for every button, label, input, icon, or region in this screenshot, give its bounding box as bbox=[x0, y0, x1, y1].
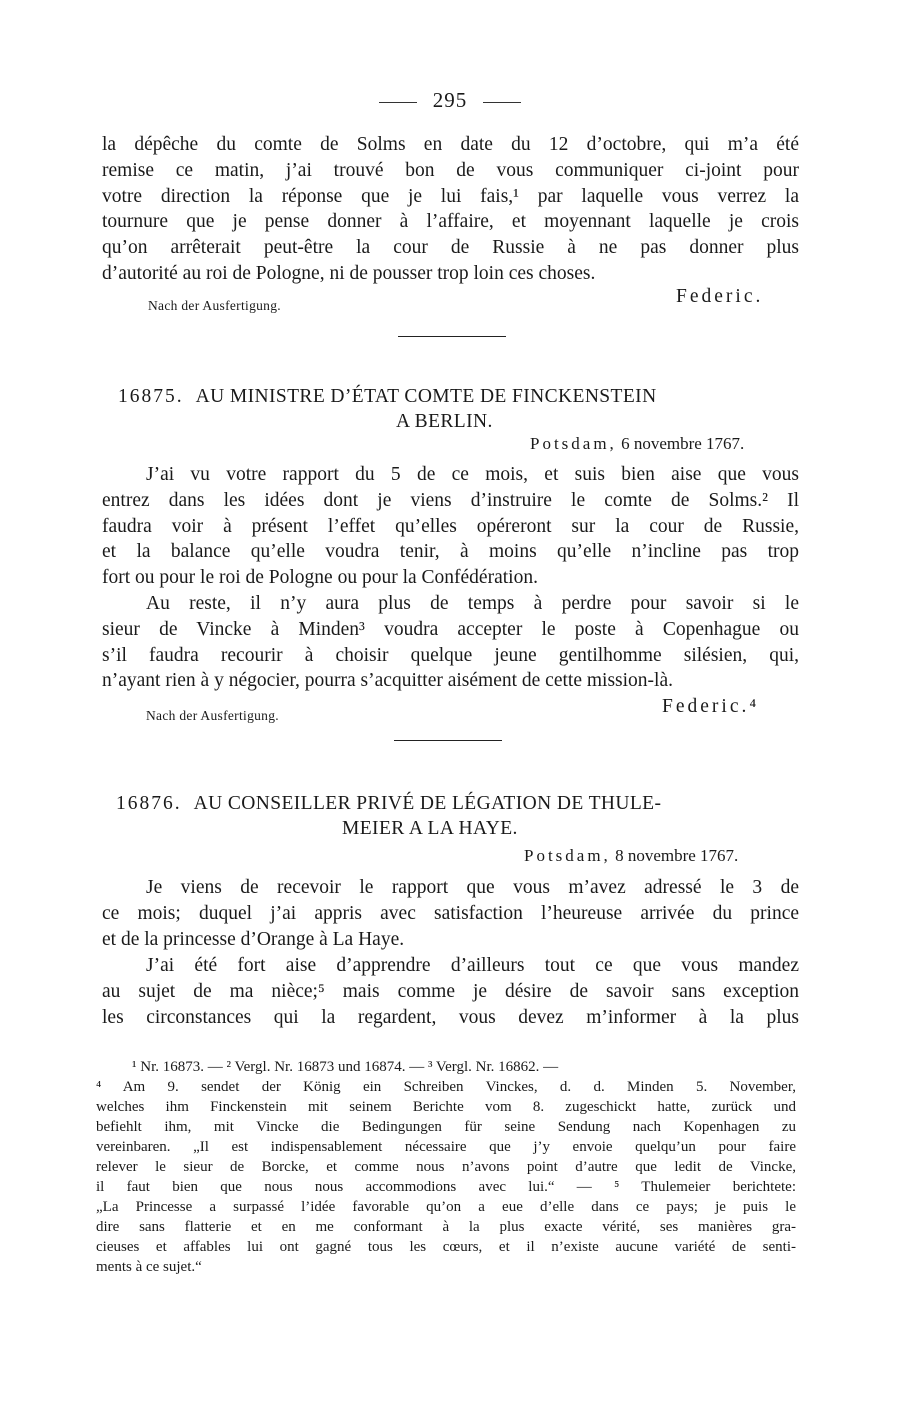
continuation-paragraph bbox=[102, 132, 799, 287]
header-dash-right bbox=[483, 102, 521, 103]
section-divider bbox=[394, 740, 502, 741]
text-line: s’il faudra recourir à choisir quelque jeune gentilhomme silésien, qui, bbox=[102, 644, 799, 666]
text-line: votre direction la réponse que je lui fais,¹ par laquelle vous verrez la bbox=[102, 185, 799, 207]
footnote-line: relever le sieur de Borcke, et comme nous n’avons point d’autre que ledit de Vincke, bbox=[96, 1159, 796, 1175]
letter-paragraph bbox=[102, 591, 799, 694]
text-line: la dépêche du comte de Solms en date du 12 d’octobre, qui m’a été bbox=[102, 134, 799, 155]
letter-number: 16876. bbox=[116, 793, 182, 814]
footnote-line: dire sans flatterie et en me conformant à la plus exacte vérité, ses manières gra- bbox=[96, 1219, 796, 1235]
text-line: Je viens de recevoir le rapport que vous m’avez adressé le 3 de bbox=[146, 877, 799, 898]
text-line: d’autorité au roi de Pologne, ni de pousser trop loin ces choses. bbox=[102, 262, 596, 284]
letter-paragraph bbox=[102, 953, 799, 1030]
text-line: et la balance qu’elle voudra tenir, à moins qu’elle n’incline pas trop bbox=[102, 541, 799, 563]
header-dash-left bbox=[379, 102, 417, 103]
signature: Federic. bbox=[676, 286, 764, 307]
dateline-date: 8 novembre 1767. bbox=[615, 846, 739, 865]
page-header bbox=[0, 88, 900, 113]
page-number: 295 bbox=[432, 88, 468, 112]
text-line: ce mois; duquel j’ai appris avec satisfaction l’heureuse arrivée du prince bbox=[102, 902, 799, 924]
heading-line: AU CONSEILLER PRIVÉ DE LÉGATION DE THULE- bbox=[193, 793, 662, 814]
text-line: fort ou pour le roi de Pologne ou pour la Confédération. bbox=[102, 567, 538, 589]
text-line: Au reste, il n’y aura plus de temps à perdre pour savoir si le bbox=[146, 593, 799, 614]
dateline-place: Potsdam, bbox=[524, 846, 611, 865]
text-line: les circonstances qui la regardent, vous devez m’informer à la plus bbox=[102, 1006, 799, 1028]
footnote-line: il faut bien que nous nous accommodions avec lui.“ — ⁵ Thulemeier berichtete: bbox=[96, 1179, 796, 1195]
text-line: entrez dans les idées dont je viens d’instruire le comte de Solms.² Il bbox=[102, 489, 799, 511]
footnotes bbox=[96, 1057, 796, 1277]
letter-heading-16876 bbox=[116, 791, 806, 841]
footnote-line: welches ihm Finckenstein mit seinem Berichte vom 8. zugeschickt hatte, zurück und bbox=[96, 1099, 796, 1115]
dateline bbox=[524, 846, 738, 866]
heading-line: AU MINISTRE D’ÉTAT COMTE DE FINCKENSTEIN bbox=[195, 386, 657, 407]
footnote-line: ⁴ Am 9. sendet der König ein Schreiben Vinckes, d. d. Minden 5. November, bbox=[96, 1079, 796, 1095]
letter-paragraph bbox=[102, 875, 799, 952]
text-line: et de la princesse d’Orange à La Haye. bbox=[102, 928, 405, 950]
text-line: remise ce matin, j’ai trouvé bon de vous communiquer ci-joint pour bbox=[102, 159, 799, 181]
footnote-line: ¹ Nr. 16873. — ² Vergl. Nr. 16873 und 16874. — ³ Vergl. Nr. 16862. — bbox=[132, 1059, 559, 1075]
letter-paragraph bbox=[102, 462, 799, 591]
heading-line: MEIER A LA HAYE. bbox=[342, 818, 518, 839]
text-line: qu’on arrêterait peut-être la cour de Russie à ne pas donner plus bbox=[102, 237, 799, 259]
heading-line: A BERLIN. bbox=[396, 411, 493, 432]
signature: Federic.⁴ bbox=[662, 696, 760, 717]
text-line: tournure que je pense donner à l’affaire, et moyennant laquelle je crois bbox=[102, 211, 799, 233]
letter-number: 16875. bbox=[118, 386, 184, 407]
footnote-line: ments à ce sujet.“ bbox=[96, 1259, 202, 1275]
dateline-place: Potsdam, bbox=[530, 434, 617, 453]
section-divider bbox=[398, 336, 506, 337]
letter-heading-16875 bbox=[118, 384, 798, 434]
dateline-date: 6 novembre 1767. bbox=[621, 434, 745, 453]
dateline bbox=[530, 434, 744, 454]
text-line: J’ai vu votre rapport du 5 de ce mois, et suis bien aise que vous bbox=[146, 464, 799, 485]
source-note: Nach der Ausfertigung. bbox=[148, 298, 281, 313]
source-note: Nach der Ausfertigung. bbox=[146, 708, 279, 723]
footnote-line: vereinbaren. „Il est indispensablement nécessaire que j’y envoie quelqu’un pour faire bbox=[96, 1139, 796, 1155]
footnote-line: „La Princesse a surpassé l’idée favorable qu’on a eue d’elle dans ce pays; je puis le bbox=[96, 1199, 796, 1215]
text-line: n’ayant rien à y négocier, pourra s’acquitter aisément de cette mission-là. bbox=[102, 670, 673, 692]
footnote-line: befiehlt ihm, mit Vincke die Bedingungen für seine Sendung nach Kopenhagen zu bbox=[96, 1119, 796, 1135]
text-line: faudra voir à présent l’effet qu’elles opéreront sur la cour de Russie, bbox=[102, 515, 799, 537]
text-line: J’ai été fort aise d’apprendre d’ailleurs tout ce que vous mandez bbox=[146, 955, 799, 976]
text-line: au sujet de ma nièce;⁵ mais comme je désire de savoir sans exception bbox=[102, 980, 799, 1002]
text-line: sieur de Vincke à Minden³ voudra accepter le poste à Copenhague ou bbox=[102, 618, 799, 640]
footnote-line: cieuses et affables lui ont gagné tous les cœurs, et il n’existe aucune variété de senti- bbox=[96, 1239, 796, 1255]
